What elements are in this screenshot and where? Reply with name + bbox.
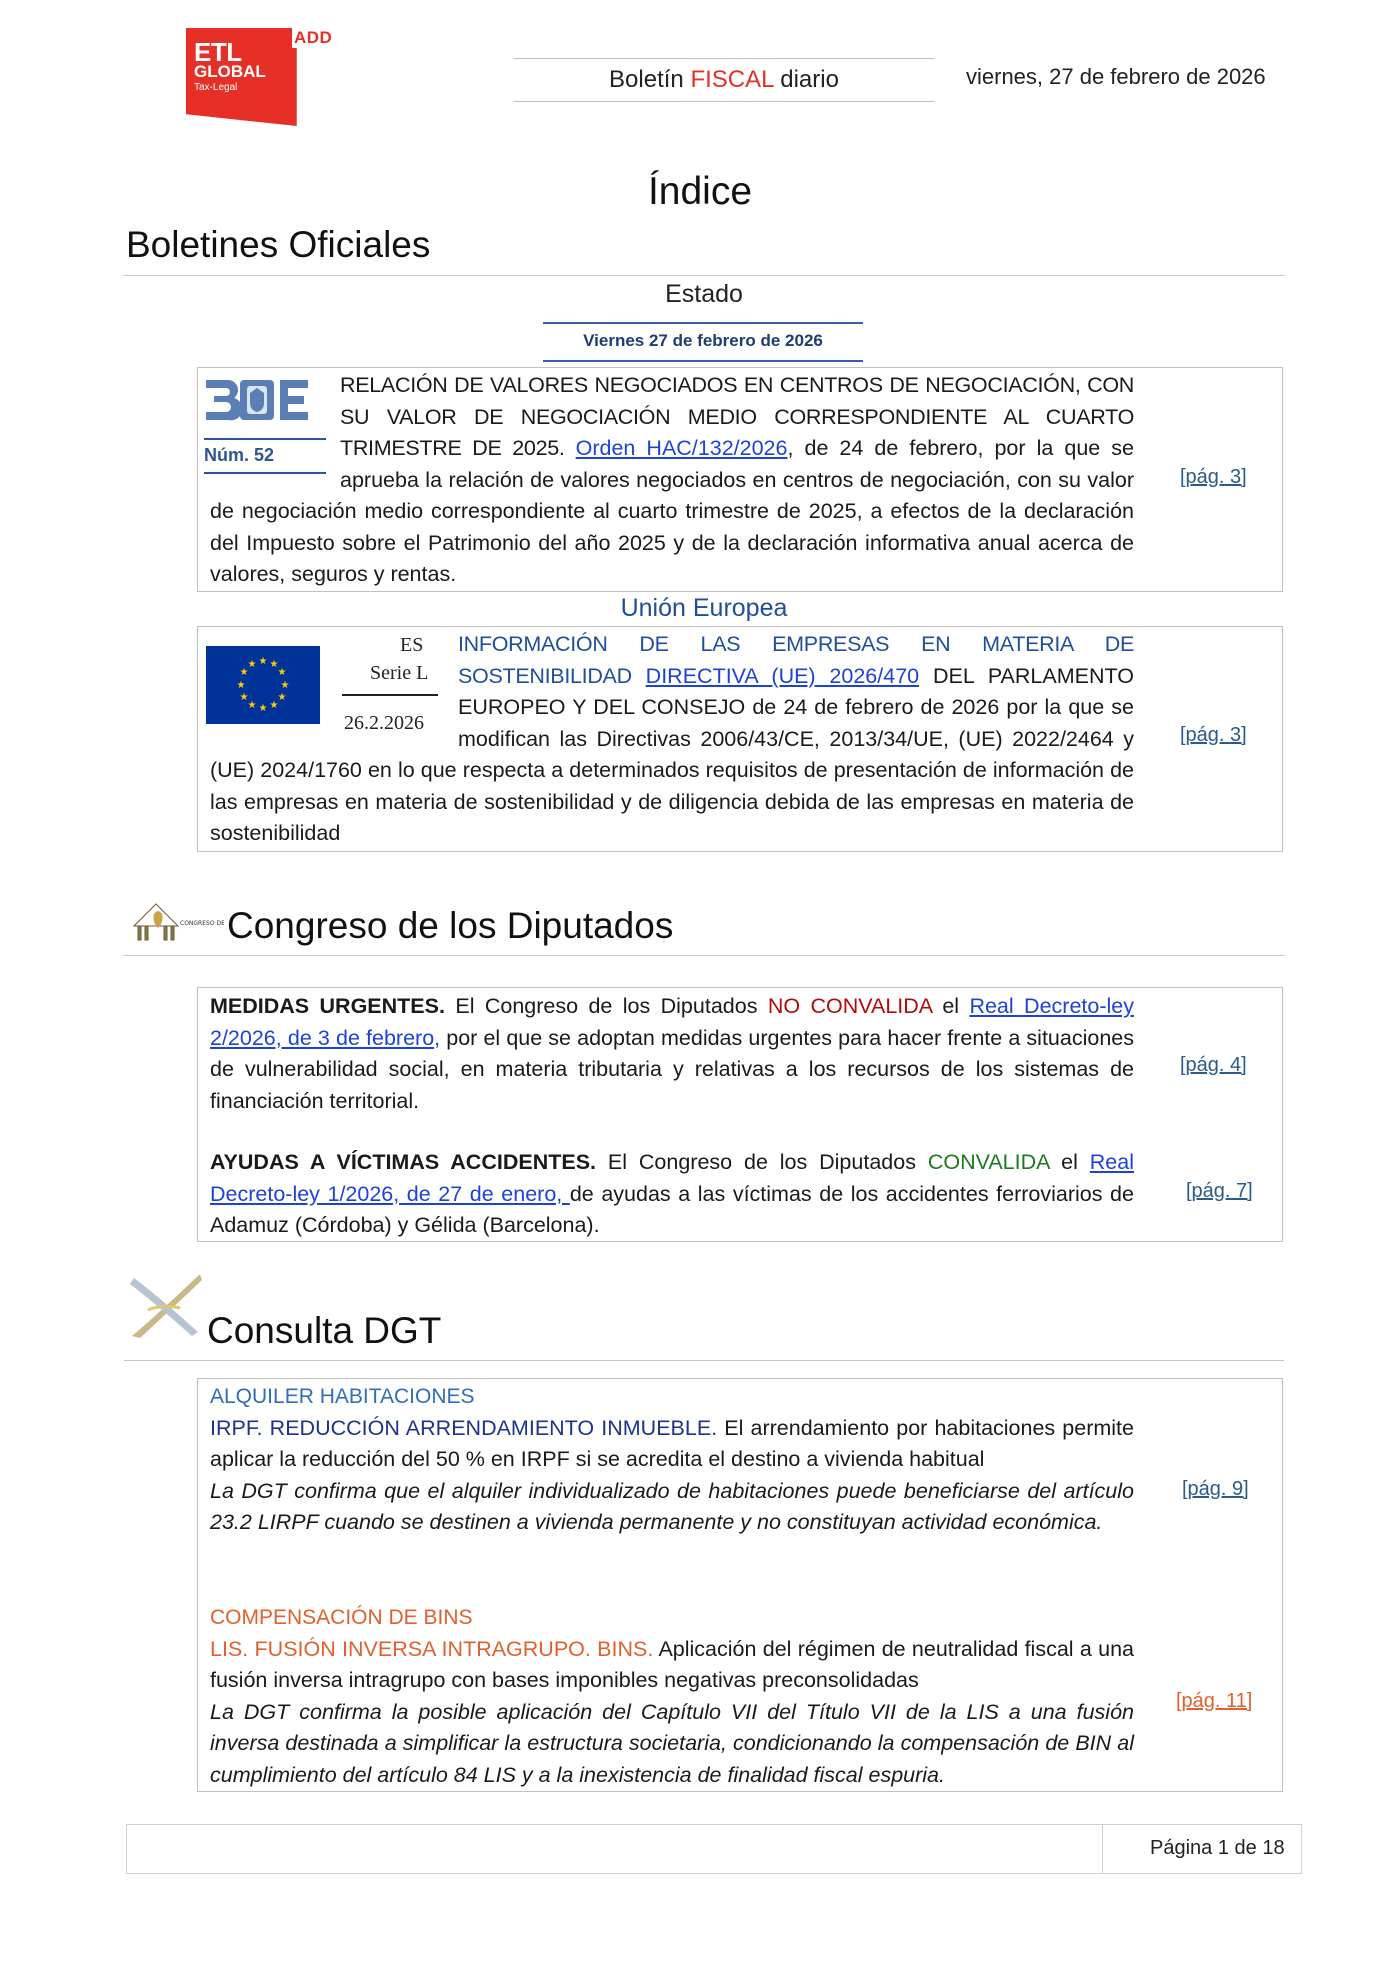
dgt-item1-category: ALQUILER HABITACIONES [210, 1385, 475, 1408]
dgt-item2-page-link[interactable]: [pág. 11] [1176, 1690, 1253, 1712]
footer-divider [1102, 1824, 1103, 1874]
congreso-item2-pre: El Congreso de los Diputados [596, 1150, 928, 1174]
bulletin-suffix: diario [773, 66, 839, 93]
svg-text:★: ★ [277, 667, 287, 678]
eu-entry-heading: INFORMACIÓN DE LAS EMPRESAS EN MATERIA DE SOSTENIBILIDAD [458, 632, 1134, 688]
section-rule [124, 1360, 1284, 1361]
congreso-item1-mid: el [931, 994, 970, 1018]
svg-text:★: ★ [239, 692, 249, 703]
svg-text:★: ★ [269, 659, 279, 670]
page-footer [126, 1824, 1302, 1874]
estado-label: Estado [665, 280, 743, 308]
dgt-item2-heading: LIS. FUSIÓN INVERSA INTRAGRUPO. BINS. [210, 1636, 654, 1661]
logo-global-text: GLOBAL [194, 62, 266, 81]
bulletin-title [514, 58, 934, 102]
congreso-item1-status: NO CONVALIDA [767, 994, 932, 1018]
eu-directive-link[interactable]: DIRECTIVA (UE) 2026/470 [645, 663, 920, 688]
congreso-item-1 [210, 991, 1134, 1117]
ue-label: Unión Europea [620, 594, 788, 622]
dgt-item-2 [210, 1602, 1134, 1791]
congreso-item1-body: por el que se adoptan medidas urgentes para hacer frente a situaciones de vulnerabilidad social, en materia tributaria y relativas a los recursos de los sistemas de financiación territorial. [210, 1025, 1134, 1113]
eu-journal-lang: ES [400, 634, 424, 656]
bulletin-prefix: Boletín [609, 66, 691, 93]
congreso-item1-heading: MEDIDAS URGENTES. [210, 994, 445, 1018]
congreso-item-2 [210, 1147, 1134, 1242]
congreso-item1-pre: El Congreso de los Diputados [444, 994, 768, 1018]
congreso-item1-page-link[interactable]: [pág. 4] [1180, 1054, 1247, 1076]
svg-text:★: ★ [247, 700, 257, 711]
boe-number: Núm. 52 [204, 445, 275, 465]
section-rule [124, 275, 1284, 276]
boe-entry-body: , de 24 de febrero, por la que se aprueba la relación de valores negociados en centros de negociación, con su valor de negociación medio correspondiente al cuarto trimestre de 2025, a efectos de la declaración del Impuesto sobre el Patrimonio del año 2025 y de la declaración informativa anual acerca de valores, seguros y rentas. [210, 436, 1134, 586]
boe-order-link[interactable]: Orden HAC/132/2026 [575, 436, 788, 460]
svg-text:★: ★ [269, 700, 279, 711]
boe-entry-heading: RELACIÓN DE VALORES NEGOCIADOS EN CENTROS DE NEGOCIACIÓN, CON SU VALOR DE NEGOCIACIÓN MEDIO CORRESPONDIENTE AL CUARTO TRIMESTRE DE 2025. [340, 373, 1134, 460]
svg-text:★: ★ [236, 680, 246, 691]
congreso-item1-link[interactable]: Real Decreto-ley 2/2026, de 3 de febrero, [210, 994, 1134, 1050]
section-title-congreso: Congreso de los Diputados [227, 905, 674, 946]
eu-journal-serie: Serie L [370, 662, 429, 684]
svg-text:★: ★ [280, 680, 290, 691]
dgt-item2-body: Aplicación del régimen de neutralidad fiscal a una fusión inversa intragrupo con bases imponibles negativas preconsolidadas [210, 1636, 1134, 1692]
section-rule [124, 955, 1284, 956]
boe-entry-text [210, 370, 1134, 591]
dgt-item2-category: COMPENSACIÓN DE BINS [210, 1606, 473, 1629]
eu-entry-text [210, 629, 1134, 850]
congreso-item2-mid: el [1049, 1150, 1090, 1174]
congreso-item2-status: CONVALIDA [927, 1150, 1050, 1174]
boe-date-label: Viernes 27 de febrero de 2026 [543, 322, 863, 362]
svg-text:★: ★ [258, 703, 268, 714]
congreso-logo-icon [128, 892, 224, 944]
dgt-item1-page-link[interactable]: [pág. 9] [1182, 1478, 1249, 1500]
dgt-item-1 [210, 1381, 1134, 1539]
dgt-item1-summary: La DGT confirma que el alquiler individualizado de habitaciones puede beneficiarse del artículo 23.2 LIRPF cuando se destinen a vivienda permanente y no constituyan actividad económica. [210, 1478, 1134, 1534]
etl-global-logo [186, 28, 333, 126]
page-number: Página 1 de 18 [1150, 1837, 1285, 1859]
section-title-boletines: Boletines Oficiales [126, 224, 431, 265]
congreso-item2-page-link[interactable]: [pág. 7] [1186, 1180, 1253, 1202]
logo-etl-text: ETL [194, 37, 242, 67]
dgt-item1-body: El arrendamiento por habitaciones permite aplicar la reducción del 50 % en IRPF si se acredita el destino a vivienda habitual [210, 1415, 1134, 1471]
section-title-dgt: Consulta DGT [207, 1310, 442, 1351]
dgt-item1-heading: IRPF. REDUCCIÓN ARRENDAMIENTO INMUEBLE. [210, 1415, 718, 1440]
congreso-item2-body: de ayudas a las víctimas de los accidentes ferroviarios de Adamuz (Córdoba) y Gélida (Barcelona). [210, 1181, 1134, 1237]
logo-tax-text: Tax-Legal [194, 82, 238, 93]
svg-text:★: ★ [239, 667, 249, 678]
eu-journal-date: 26.2.2026 [344, 712, 424, 734]
header-date: viernes, 27 de febrero de 2026 [966, 64, 1266, 89]
congreso-item2-heading: AYUDAS A VÍCTIMAS ACCIDENTES. [210, 1150, 597, 1174]
eu-page-link[interactable]: [pág. 3] [1180, 724, 1247, 746]
svg-text:★: ★ [247, 659, 257, 670]
logo-add-text: ADD [294, 28, 333, 47]
index-title: Índice [647, 170, 753, 213]
svg-text:★: ★ [258, 656, 268, 667]
boe-page-link[interactable]: [pág. 3] [1180, 466, 1247, 488]
aeat-logo-icon [128, 1270, 204, 1340]
bulletin-highlight: FISCAL [690, 66, 774, 93]
congreso-item2-link[interactable]: Real Decreto-ley 1/2026, de 27 de enero, [210, 1150, 1134, 1206]
congreso-logo-text: CONGRESO DE [180, 920, 224, 927]
svg-text:★: ★ [277, 692, 287, 703]
eu-entry-body: DEL PARLAMENTO EUROPEO Y DEL CONSEJO de 24 de febrero de 2026 por la que se modifican las Directivas 2006/43/CE, 2013/34/UE, (UE) 2022/2464 y (UE) 2024/1760 en lo que respecta a determinados requisitos de presentación de información de las empresas en materia de sostenibilidad y de diligencia debida de las empresas en materia de sostenibilidad [210, 663, 1134, 845]
dgt-item2-summary: La DGT confirma la posible aplicación del Capítulo VII del Título VII de la LIS a una fusión inversa destinada a simplificar la estructura societaria, condicionando la compensación de BIN al cumplimiento del artículo 84 LIS y a la inexistencia de finalidad fiscal espuria. [210, 1699, 1134, 1787]
